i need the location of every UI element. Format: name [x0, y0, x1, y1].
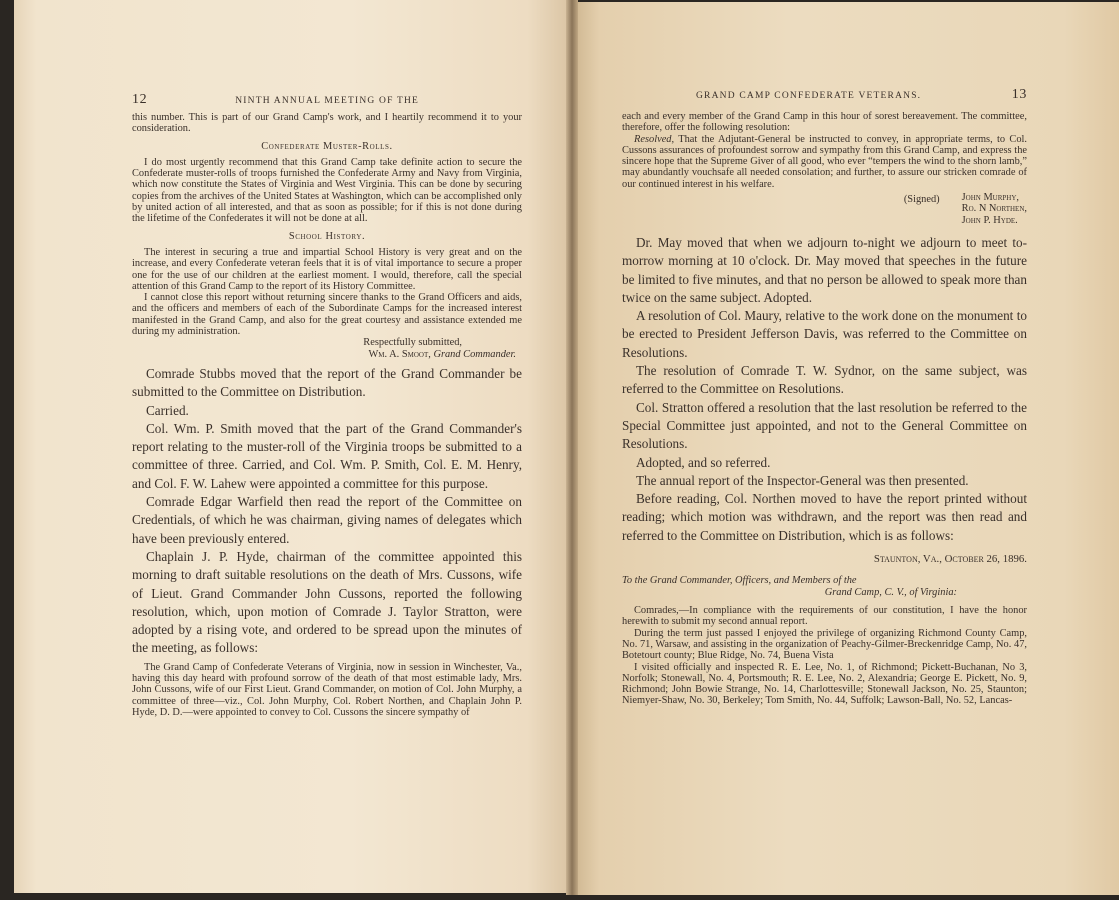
- right-running-head: [622, 87, 1027, 107]
- para-visited: I visited officially and inspected R. E. Lee, No. 1, of Richmond; Pickett-Buchanan, No 3, Norfolk; Stonewall, No. 4, Portsmouth; R. E. Lee, No. 2, Alexandria; George E. Pickett, No. 9, Richmond; John Bowie Strange, No. 14, Charlottesville; Stonewall Jackson, No. 25, Staunton; Niemyer-Shaw, No. 30, Berkeley; Tom Smith, No. 44, Suffolk; Lawson-Ball, No. 52, Lancas-: [622, 661, 1027, 707]
- left-small-print: [132, 112, 522, 360]
- right-page-number: 13: [1011, 87, 1027, 102]
- signer-northen: Ro. N Northen,: [961, 203, 1027, 215]
- right-page: [572, 2, 1119, 895]
- para-inspector: The annual report of the Inspector-General was then presented.: [636, 472, 969, 488]
- respectfully-submitted: Respectfully submitted,: [363, 337, 462, 349]
- resolved-text: That the Adjutant-General be instructed to convey, in appropriate terms, to Col. Cussons assurances of profoundest sorrow and sympathy from this Grand Camp, and express the sincere hope that the Supreme Giver of all good, who ever “tempers the wind to the shorn lamb,” may abundantly vouchsafe all needed consolation; and further, to assure our stricken comrade of our continued interest in his welfare.: [622, 133, 1027, 190]
- address-line-2: Grand Camp, C. V., of Virginia:: [824, 587, 957, 599]
- signed-label: (Signed): [903, 194, 940, 206]
- para-hyde: Chaplain J. P. Hyde, chairman of the committee appointed this morning to draft suitable resolutions on the death of Mrs. Cussons, wife of Lieut. Grand Commander John Cussons, reported the following resolution, which, upon motion of Comrade J. Taylor Stratton, were adopted by a rising vote, and ordered to be spread upon the minutes of the meeting, as follows:: [132, 548, 522, 656]
- para-maury: A resolution of Col. Maury, relative to the work done on the monument to be erected to President Jefferson Davis, was referred to the Committee on Resolutions.: [622, 308, 1027, 360]
- left-page: [14, 0, 572, 893]
- para-before-reading: Before reading, Col. Northen moved to have the report printed without reading; which motion was withdrawn, and the report was then read and referred to the Committee on Distribution, which is as follows:: [622, 491, 1027, 543]
- para-school-history: The interest in securing a true and impartial School History is very great and on the increase, and every Confederate veteran feels that it is of vital importance to secure a proper one for the use of our children at the earliest moment. I would, therefore, call the special attention of this Grand Camp to the report of its History Committee.: [132, 246, 522, 292]
- right-body-text: [622, 234, 1027, 545]
- heading-school-history: School History.: [288, 230, 366, 242]
- book-gutter: [566, 0, 578, 895]
- signature-name: Wm. A. Smoot,: [368, 348, 431, 360]
- para-closing: I cannot close this report without returning sincere thanks to the Grand Officers and aids, and the officers and members of each of the Subordinate Camps for the increased interest manifested in the Grand Camp, and also for the great courtesy and assistance extended me during my administration.: [132, 292, 522, 338]
- signature-line: [132, 349, 522, 360]
- right-report-text: [622, 605, 1027, 707]
- para-sydnor: The resolution of Comrade T. W. Sydnor, on the same subject, was referred to the Committee on Resolutions.: [622, 363, 1027, 397]
- address-line-1: To the Grand Commander, Officers, and Members of the: [622, 575, 857, 587]
- signer-murphy: John Murphy,: [961, 192, 1020, 204]
- para-smith: Col. Wm. P. Smith moved that the part of the Grand Commander's report relating to the muster-roll of the Virginia troops be submitted to a committee of three. Carried, and Col. Wm. P. Smith, Col. E. M. Henry, and Col. F. W. Lahew were appointed a committee for this purpose.: [132, 420, 522, 491]
- left-running-title: NINTH ANNUAL MEETING OF THE: [235, 96, 420, 106]
- heading-muster-rolls: Confederate Muster-Rolls.: [261, 140, 393, 152]
- para-comrades: Comrades,—In compliance with the requirements of our constitution, I have the honor herewith to submit my second annual report.: [622, 605, 1027, 628]
- para-continued: each and every member of the Grand Camp in this hour of sorest bereavement. The committee, therefore, offer the following resolution:: [622, 111, 1027, 134]
- signature-title: Grand Commander.: [433, 348, 516, 360]
- para-stratton: Col. Stratton offered a resolution that the last resolution be referred to the Special Committee just appointed, and not to the General Committee on Resolutions.: [622, 399, 1027, 452]
- right-running-title: GRAND CAMP CONFEDERATE VETERANS.: [696, 91, 922, 101]
- resolved-word: Resolved,: [634, 133, 675, 145]
- right-small-print: [622, 111, 1027, 226]
- para-stubbs: Comrade Stubbs moved that the report of the Grand Commander be submitted to the Committee on Distribution.: [132, 365, 522, 400]
- left-page-content: [132, 92, 522, 718]
- right-page-content: [622, 87, 1027, 707]
- left-running-head: [132, 92, 522, 112]
- para-warfield: Comrade Edgar Warfield then read the report of the Committee on Credentials, of which he was chairman, giving names of delegates which have been previously entered.: [132, 494, 522, 546]
- para-resolved: [622, 134, 1027, 190]
- left-body-text: [132, 365, 522, 658]
- dateline: Staunton, Va., October 26, 1896.: [873, 553, 1027, 566]
- para-may: Dr. May moved that when we adjourn to-night we adjourn to meet to-morrow morning at 10 o'clock. Dr. May moved that speeches in the future be limited to five minutes, and that no person be allowed to speak more than twice on the same subject. Adopted.: [622, 234, 1027, 305]
- para-resolution: The Grand Camp of Confederate Veterans of Virginia, now in session in Winchester, Va., having this day heard with profound sorrow of the death of that most estimable lady, Mrs. John Cussons, wife of our First Lieut. Grand Commander, on motion of Col. John Murphy, a committee of three—viz., Col. John Murphy, Col. Robert Northen, and Chaplain John P. Hyde, D. D.—were appointed to convey to Col. Cussons the sincere sympathy of: [132, 661, 522, 718]
- signer-names: [962, 192, 1027, 226]
- left-resolution-text: [132, 662, 522, 718]
- signers-block: [622, 192, 1027, 226]
- para-adopted: Adopted, and so referred.: [636, 454, 771, 470]
- para-carried: Carried.: [146, 402, 189, 418]
- para-term: During the term just passed I enjoyed the privilege of organizing Richmond County Camp, No. 71, Warsaw, and assisting in the organization of Peachy-Gilmer-Breckenridge Camp, No. 47, Botetourt county; Blue Ridge, No. 74, Buena Vista: [622, 627, 1027, 662]
- para-muster-rolls: I do most urgently recommend that this Grand Camp take definite action to secure the Confederate muster-rolls of troops furnished the Confederate Army and Navy from Virginia, which now constitute the States of Virginia and West Virginia. This can be done by securing copies from the archives of the United States at Washington, which can be accomplished only by united action of all interested, and that as soon as possible; for if this is not done during the lifetime of the Confederates it will not be done at all.: [132, 156, 522, 225]
- signer-hyde: John P. Hyde.: [961, 214, 1018, 226]
- salutation-address: [622, 575, 1027, 599]
- left-page-number: 12: [132, 92, 148, 107]
- para-intro: this number. This is part of our Grand Camp's work, and I heartily recommend it to your consideration.: [132, 112, 522, 135]
